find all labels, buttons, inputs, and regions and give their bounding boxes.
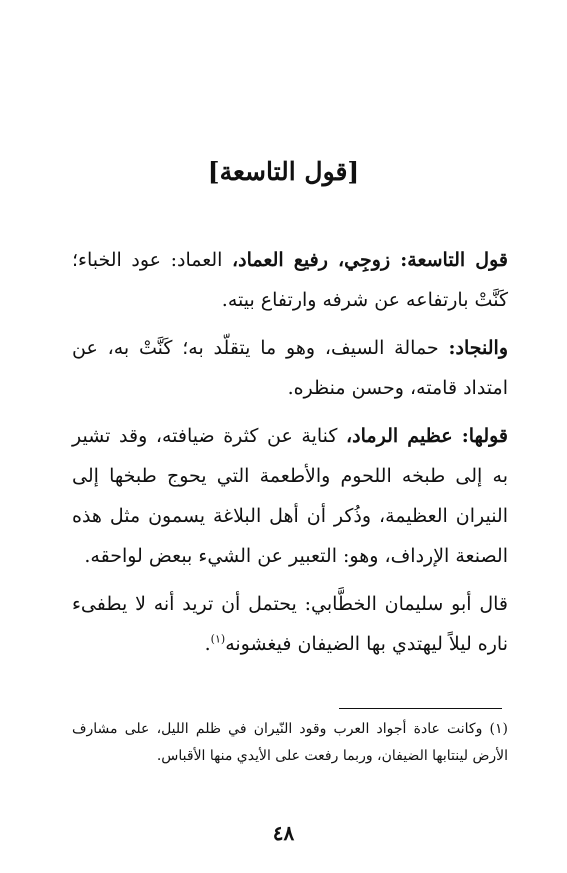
footnote: (١) وكانت عادة أجواد العرب وقود النّيران في ظلم الليل، على مشارف الأرض لينتابها الضيفان، وربما رفعت على الأيدي منها الأقباس. xyxy=(72,721,508,764)
section-title: [قول التاسعة] xyxy=(207,157,360,186)
paragraph-3-lead: قولها: عظيم الرماد، xyxy=(346,425,509,447)
footnote-marker: (١) xyxy=(210,632,226,646)
paragraph-2 xyxy=(72,328,508,408)
paragraph-3 xyxy=(72,416,508,576)
paragraph-1-lead: قول التاسعة: زوجِي، رفيع العماد، xyxy=(232,249,508,271)
paragraph-2-rest: حمالة السيف، وهو ما يتقلّد به؛ كَنَّتْ به، عن امتداد قامته، وحسن منظره. xyxy=(72,337,508,399)
footnote-divider xyxy=(339,708,502,709)
paragraph-4-end: . xyxy=(204,633,211,655)
paragraph-3-rest: كناية عن كثرة ضيافته، وقد تشير به إلى طبخه اللحوم والأطعمة التي يحوج طبخها إلى النيران العظيمة، وذُكر أن أهل البلاغة يسمون مثل هذه الصنعة الإرداف، وهو: التعبير عن الشيء ببعض لواحقه. xyxy=(72,425,508,567)
main-text xyxy=(72,240,508,672)
paragraph-4-text: قال أبو سليمان الخطَّابي: يحتمل أن تريد أنه لا يطفىء ناره ليلاً ليهتدي بها الضيفان فيغشونه xyxy=(72,593,508,655)
paragraph-1-rest: العماد: عود الخباء؛ كَنَّتْ بارتفاعه عن شرفه وارتفاع بيته. xyxy=(72,249,508,311)
page-number: ٤٨ xyxy=(272,821,295,845)
paragraph-4 xyxy=(72,584,508,664)
paragraph-2-lead: والنجاد: xyxy=(448,337,508,359)
paragraph-1 xyxy=(72,240,508,320)
